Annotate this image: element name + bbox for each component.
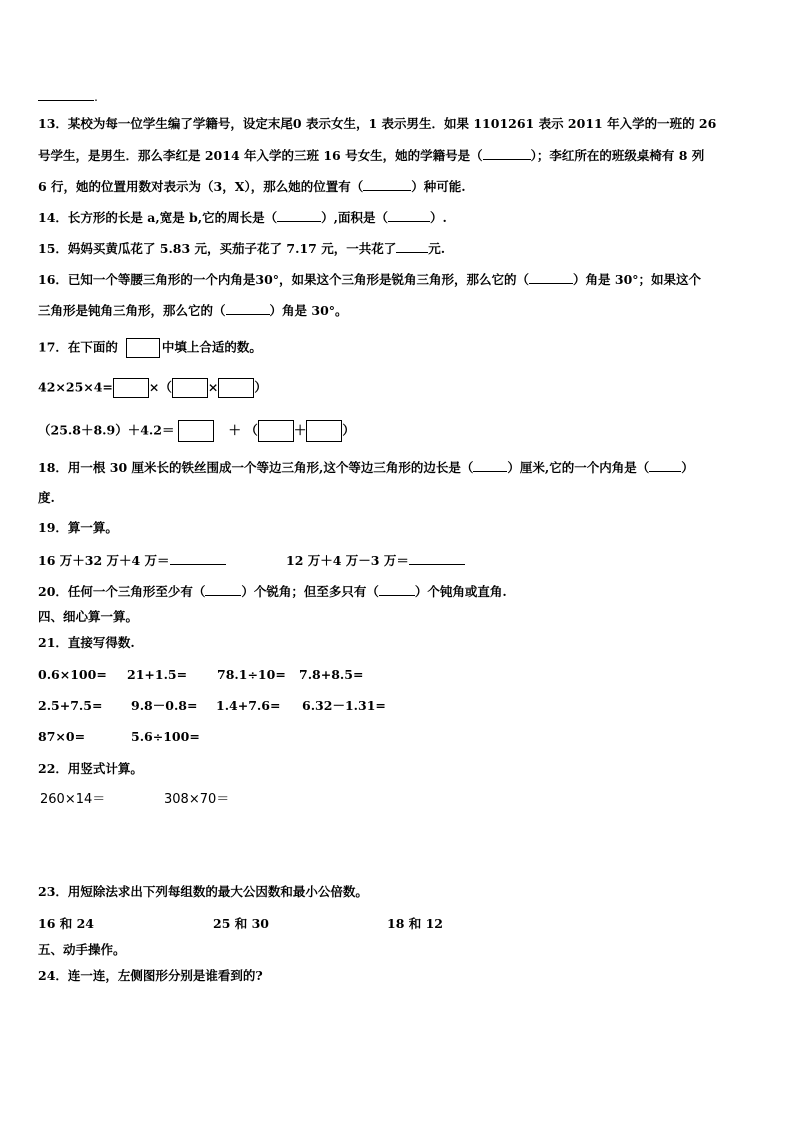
answer-blank[interactable] [226, 302, 270, 315]
q21-item: 78.1÷10= [217, 667, 286, 682]
q14: 14．长方形的长是 a,宽是 b,它的周长是（ ）,面积是（ ）. [38, 210, 447, 225]
q21-item: 7.8+8.5= [299, 667, 364, 682]
section-4-heading: 四、细心算一算。 [38, 609, 139, 624]
q21-item: 5.6÷100= [131, 729, 200, 744]
q19-title: 19．算一算。 [38, 520, 118, 535]
q13-line3: 6 行，她的位置用数对表示为（3，X），那么她的位置有（ ）种可能. [38, 179, 466, 194]
q21-item: 6.32－1.31= [302, 698, 386, 713]
q21-item: 1.4+7.6= [216, 698, 281, 713]
q21-item: 21+1.5= [127, 667, 188, 682]
answer-blank[interactable] [483, 147, 531, 160]
empty-box-icon [126, 338, 160, 358]
q21-item: 9.8－0.8= [131, 698, 198, 713]
q20: 20．任何一个三角形至少有（ ）个锐角；但至多只有（ ）个钝角或直角. [38, 584, 507, 599]
answer-box[interactable] [113, 378, 149, 398]
answer-blank[interactable] [170, 552, 226, 565]
answer-blank[interactable] [409, 552, 465, 565]
answer-box[interactable] [172, 378, 208, 398]
q23-item: 16 和 24 [38, 916, 94, 931]
previous-question-tail: . [38, 88, 98, 105]
area-blank[interactable] [388, 209, 430, 222]
q22-expr1: 260×14＝ [40, 792, 106, 807]
q21-title: 21．直接写得数. [38, 635, 135, 650]
q13-line1: 13．某校为每一位学生编了学籍号，设定末尾0 表示女生，1 表示男生．如果 1101261 表示 2011 年入学的一班的 26 [38, 116, 717, 131]
answer-blank[interactable] [529, 271, 573, 284]
side-length-blank[interactable] [473, 459, 507, 472]
q21-item: 87×0= [38, 729, 86, 744]
q16-line2: 三角形是钝角三角形，那么它的（ ）角是 30°。 [38, 303, 348, 318]
q21-item: 0.6×100= [38, 667, 107, 682]
answer-blank [38, 88, 94, 101]
q23-item: 18 和 12 [387, 916, 443, 931]
q21-item: 2.5+7.5= [38, 698, 103, 713]
answer-box[interactable] [218, 378, 254, 398]
answer-box[interactable] [178, 420, 214, 442]
answer-blank[interactable] [379, 583, 415, 596]
q17-equation1: 42×25×4= ×（ × ） [38, 378, 267, 398]
q19-expr1: 16 万＋32 万＋4 万＝ [38, 552, 226, 569]
answer-blank[interactable] [363, 178, 411, 191]
q17-prompt: 17．在下面的 中填上合适的数。 [38, 338, 262, 358]
angle-blank[interactable] [649, 459, 681, 472]
q16-line1: 16．已知一个等腰三角形的一个内角是30°，如果这个三角形是锐角三角形，那么它的（ ）角是 30°；如果这个 [38, 272, 702, 287]
q24-title: 24．连一连，左侧图形分别是谁看到的? [38, 968, 263, 983]
q17-equation2: （25.8＋8.9）＋4.2＝ ＋ （ ＋ ） [38, 420, 355, 442]
q23-item: 25 和 30 [213, 916, 269, 931]
q15: 15．妈妈买黄瓜花了 5.83 元，买茄子花了 7.17 元，一共花了 元. [38, 241, 446, 256]
answer-blank[interactable] [396, 240, 428, 253]
answer-box[interactable] [306, 420, 342, 442]
q22-title: 22．用竖式计算。 [38, 761, 143, 776]
answer-box[interactable] [258, 420, 294, 442]
answer-blank[interactable] [205, 583, 241, 596]
section-5-heading: 五、动手操作。 [38, 942, 126, 957]
q19-expr2: 12 万＋4 万－3 万＝ [286, 552, 465, 569]
q18-line2: 度. [38, 490, 55, 505]
perimeter-blank[interactable] [277, 209, 321, 222]
q13-line2: 号学生，是男生．那么李红是 2014 年入学的三班 16 号女生，她的学籍号是（ ）；李红所在的班级桌椅有 8 列 [38, 148, 705, 163]
q23-title: 23．用短除法求出下列每组数的最大公因数和最小公倍数。 [38, 884, 368, 899]
q18-line1: 18．用一根 30 厘米长的铁丝围成一个等边三角形,这个等边三角形的边长是（ ）厘米,它的一个内角是（ ） [38, 460, 694, 475]
q22-expr2: 308×70＝ [164, 792, 230, 807]
